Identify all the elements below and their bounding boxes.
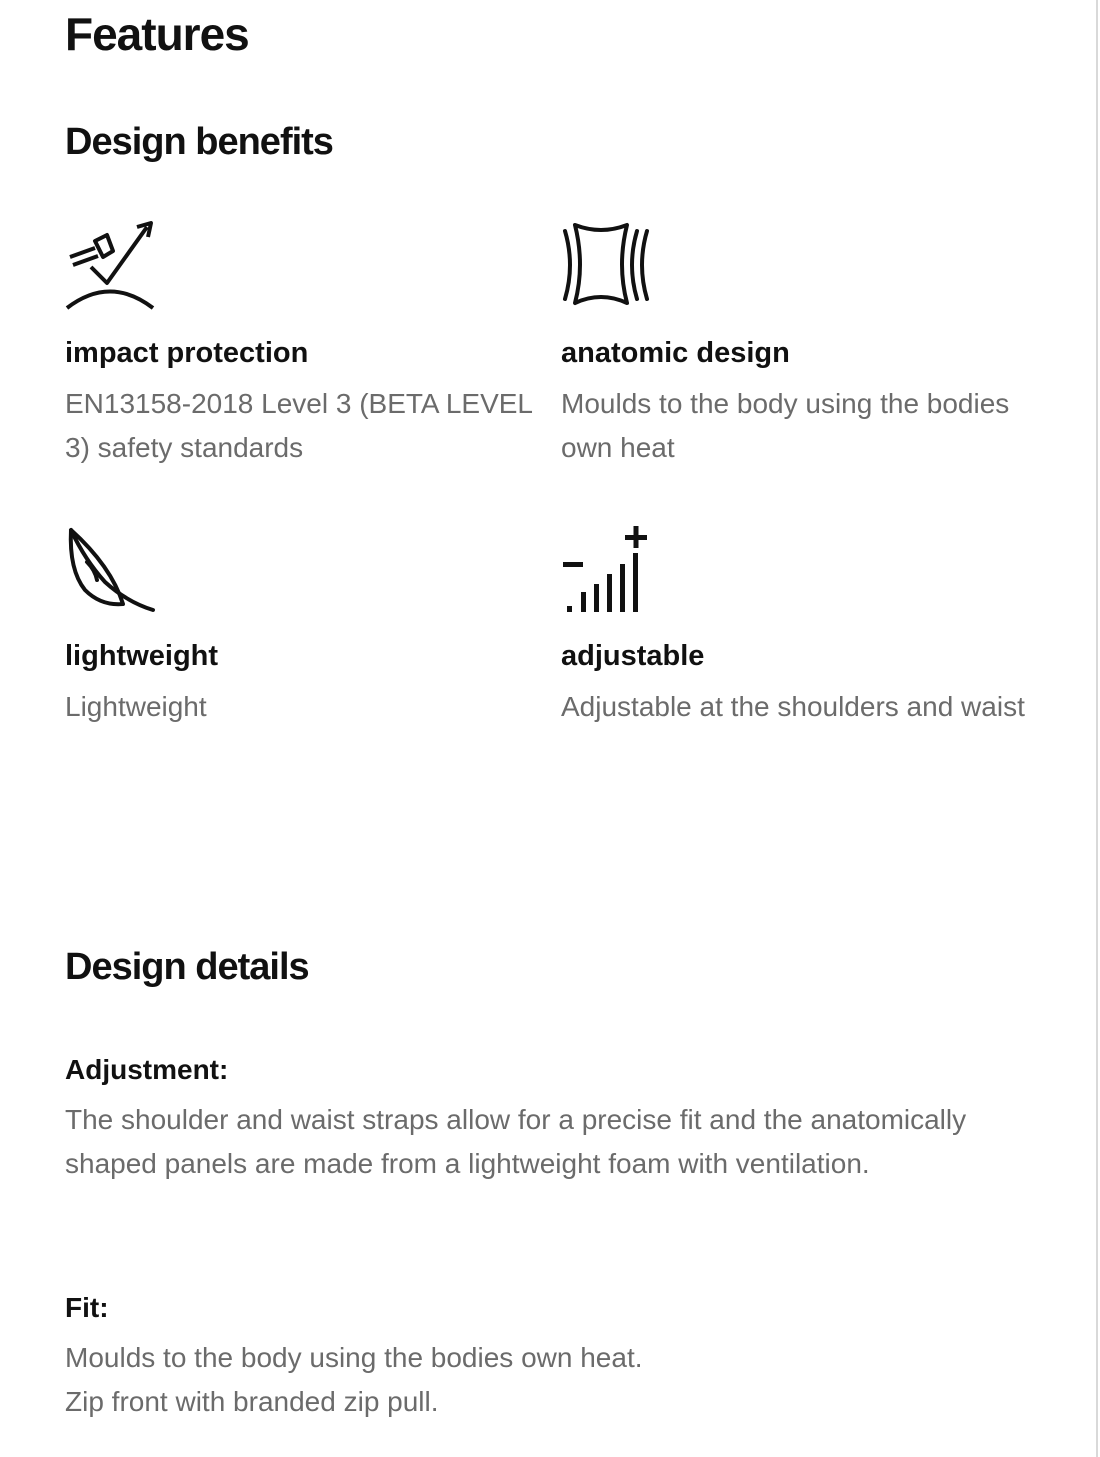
adjustable-level-icon	[561, 520, 661, 620]
detail-label-adjustment: Adjustment:	[65, 1054, 229, 1085]
benefit-description: Lightweight	[65, 691, 207, 722]
benefit-anatomic-design	[561, 215, 1041, 475]
anatomic-design-icon	[561, 215, 661, 315]
benefit-description: EN13158-2018 Level 3 (BETA LEVEL 3) safety standards	[65, 388, 532, 463]
detail-label-fit: Fit:	[65, 1292, 109, 1323]
detail-text-fit	[65, 1336, 1025, 1424]
benefit-lightweight	[65, 520, 545, 740]
benefit-impact-protection	[65, 215, 545, 475]
detail-line: The shoulder and waist straps allow for a precise fit and the anatomically shaped panels are made from a lightweight foam with ventilation.	[65, 1104, 967, 1179]
right-edge-divider	[1096, 0, 1098, 1457]
benefit-name: anatomic design	[561, 337, 790, 369]
design-benefits-heading: Design benefits	[65, 121, 333, 163]
benefit-description: Adjustable at the shoulders and waist	[561, 691, 1025, 722]
benefit-adjustable	[561, 520, 1041, 780]
detail-line: Moulds to the body using the bodies own heat.	[65, 1342, 643, 1373]
benefit-description: Moulds to the body using the bodies own heat	[561, 388, 1010, 463]
detail-line: Zip front with branded zip pull.	[65, 1386, 439, 1417]
benefit-name: lightweight	[65, 640, 219, 672]
design-details-heading: Design details	[65, 946, 309, 988]
feather-icon	[65, 520, 165, 620]
page-title: Features	[65, 8, 249, 60]
detail-text-adjustment	[65, 1098, 1025, 1186]
impact-protection-icon	[65, 215, 165, 315]
benefit-name: impact protection	[65, 337, 309, 369]
benefit-name: adjustable	[561, 640, 705, 672]
